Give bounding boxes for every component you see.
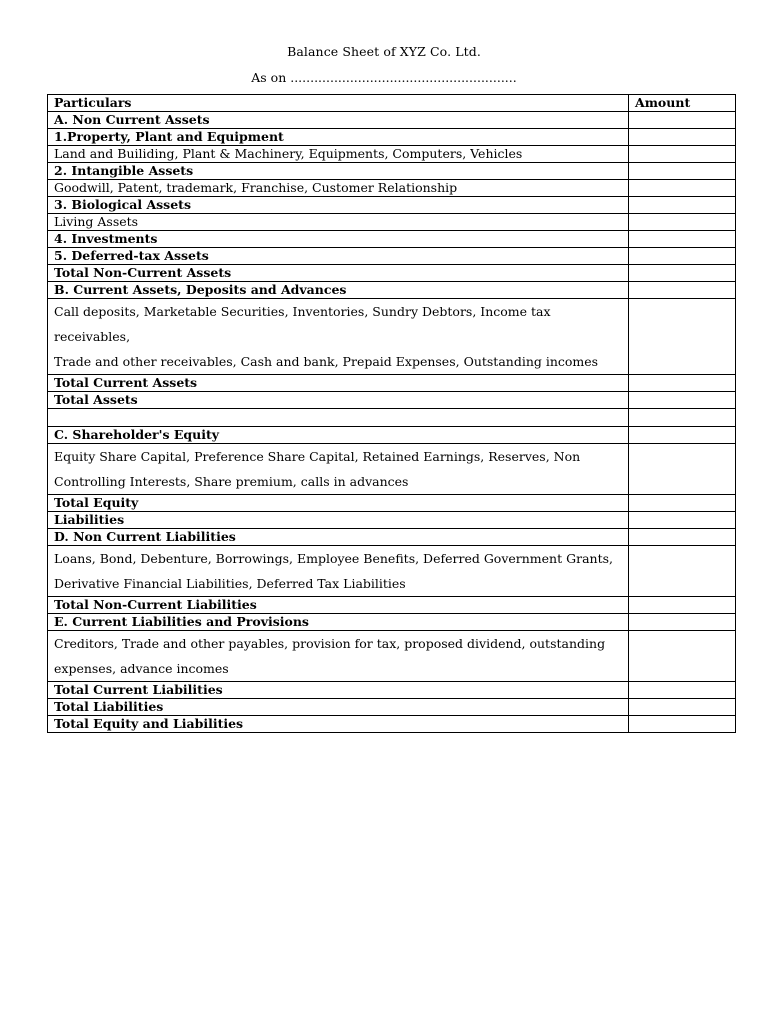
particulars-line: Call deposits, Marketable Securities, Inventories, Sundry Debtors, Income tax receivables, bbox=[54, 304, 551, 344]
amount-cell[interactable] bbox=[629, 129, 736, 146]
table-row bbox=[48, 375, 736, 392]
particulars-cell bbox=[48, 409, 629, 427]
particulars-cell: Total Equity and Liabilities bbox=[48, 716, 629, 733]
amount-cell[interactable] bbox=[629, 597, 736, 614]
amount-cell[interactable] bbox=[629, 282, 736, 299]
particulars-cell bbox=[48, 631, 629, 682]
particulars-cell: Land and Builiding, Plant & Machinery, Equipments, Computers, Vehicles bbox=[48, 146, 629, 163]
particulars-line: expenses, advance incomes bbox=[54, 661, 229, 676]
header-particulars: Particulars bbox=[48, 95, 629, 112]
table-row bbox=[48, 299, 736, 375]
amount-cell[interactable] bbox=[629, 163, 736, 180]
table-row bbox=[48, 129, 736, 146]
particulars-cell: Total Liabilities bbox=[48, 699, 629, 716]
table-row bbox=[48, 529, 736, 546]
table-row bbox=[48, 444, 736, 495]
particulars-cell: A. Non Current Assets bbox=[48, 112, 629, 129]
particulars-line: Trade and other receivables, Cash and bank, Prepaid Expenses, Outstanding incomes bbox=[54, 354, 599, 369]
particulars-cell: Living Assets bbox=[48, 214, 629, 231]
particulars-line: Controlling Interests, Share premium, calls in advances bbox=[54, 474, 409, 489]
balance-sheet-table bbox=[47, 94, 736, 733]
particulars-cell bbox=[48, 546, 629, 597]
as-on-line: As on ......................................................... bbox=[251, 70, 517, 85]
table-row bbox=[48, 427, 736, 444]
particulars-cell: Goodwill, Patent, trademark, Franchise, Customer Relationship bbox=[48, 180, 629, 197]
amount-cell[interactable] bbox=[629, 444, 736, 495]
particulars-cell: Total Non-Current Liabilities bbox=[48, 597, 629, 614]
particulars-cell: 5. Deferred-tax Assets bbox=[48, 248, 629, 265]
table-row bbox=[48, 282, 736, 299]
amount-cell[interactable] bbox=[629, 112, 736, 129]
table-row bbox=[48, 392, 736, 409]
table-row bbox=[48, 512, 736, 529]
amount-cell[interactable] bbox=[629, 299, 736, 375]
particulars-cell: 4. Investments bbox=[48, 231, 629, 248]
table-row bbox=[48, 163, 736, 180]
particulars-line: Derivative Financial Liabilities, Deferred Tax Liabilities bbox=[54, 576, 406, 591]
particulars-cell: Total Non-Current Assets bbox=[48, 265, 629, 282]
particulars-cell: Total Current Liabilities bbox=[48, 682, 629, 699]
amount-cell[interactable] bbox=[629, 631, 736, 682]
table-row bbox=[48, 265, 736, 282]
amount-cell[interactable] bbox=[629, 512, 736, 529]
table-row bbox=[48, 112, 736, 129]
amount-cell[interactable] bbox=[629, 427, 736, 444]
particulars-line: Creditors, Trade and other payables, provision for tax, proposed dividend, outstanding bbox=[54, 636, 606, 651]
particulars-cell: 2. Intangible Assets bbox=[48, 163, 629, 180]
amount-cell[interactable] bbox=[629, 214, 736, 231]
table-header-row bbox=[48, 95, 736, 112]
table-row bbox=[48, 197, 736, 214]
particulars-cell: B. Current Assets, Deposits and Advances bbox=[48, 282, 629, 299]
particulars-cell: Total Equity bbox=[48, 495, 629, 512]
table-row bbox=[48, 716, 736, 733]
amount-cell[interactable] bbox=[629, 614, 736, 631]
table-row bbox=[48, 682, 736, 699]
particulars-cell: E. Current Liabilities and Provisions bbox=[48, 614, 629, 631]
table-row bbox=[48, 146, 736, 163]
table-row bbox=[48, 248, 736, 265]
amount-cell[interactable] bbox=[629, 392, 736, 409]
amount-cell[interactable] bbox=[629, 146, 736, 163]
particulars-cell: Total Current Assets bbox=[48, 375, 629, 392]
amount-cell[interactable] bbox=[629, 248, 736, 265]
amount-cell[interactable] bbox=[629, 495, 736, 512]
amount-cell[interactable] bbox=[629, 375, 736, 392]
particulars-cell: 1.Property, Plant and Equipment bbox=[48, 129, 629, 146]
amount-cell[interactable] bbox=[629, 180, 736, 197]
table-row bbox=[48, 231, 736, 248]
table-body bbox=[48, 112, 736, 733]
document-title: Balance Sheet of XYZ Co. Ltd. bbox=[287, 44, 481, 59]
header-amount: Amount bbox=[629, 95, 736, 112]
amount-cell[interactable] bbox=[629, 699, 736, 716]
amount-cell[interactable] bbox=[629, 265, 736, 282]
particulars-line: Equity Share Capital, Preference Share Capital, Retained Earnings, Reserves, Non bbox=[54, 449, 581, 464]
table-row bbox=[48, 546, 736, 597]
particulars-line: Loans, Bond, Debenture, Borrowings, Employee Benefits, Deferred Government Grants, bbox=[54, 551, 613, 566]
amount-cell[interactable] bbox=[629, 409, 736, 427]
table-row bbox=[48, 180, 736, 197]
table-row bbox=[48, 699, 736, 716]
particulars-cell: C. Shareholder's Equity bbox=[48, 427, 629, 444]
amount-cell[interactable] bbox=[629, 529, 736, 546]
table-row bbox=[48, 214, 736, 231]
amount-cell[interactable] bbox=[629, 231, 736, 248]
table-row bbox=[48, 597, 736, 614]
amount-cell[interactable] bbox=[629, 682, 736, 699]
particulars-cell: 3. Biological Assets bbox=[48, 197, 629, 214]
amount-cell[interactable] bbox=[629, 197, 736, 214]
table-row bbox=[48, 495, 736, 512]
particulars-cell: Liabilities bbox=[48, 512, 629, 529]
amount-cell[interactable] bbox=[629, 546, 736, 597]
particulars-cell: D. Non Current Liabilities bbox=[48, 529, 629, 546]
table-row bbox=[48, 614, 736, 631]
particulars-cell: Total Assets bbox=[48, 392, 629, 409]
particulars-cell bbox=[48, 299, 629, 375]
particulars-cell bbox=[48, 444, 629, 495]
amount-cell[interactable] bbox=[629, 716, 736, 733]
table-row bbox=[48, 631, 736, 682]
table-row bbox=[48, 409, 736, 427]
